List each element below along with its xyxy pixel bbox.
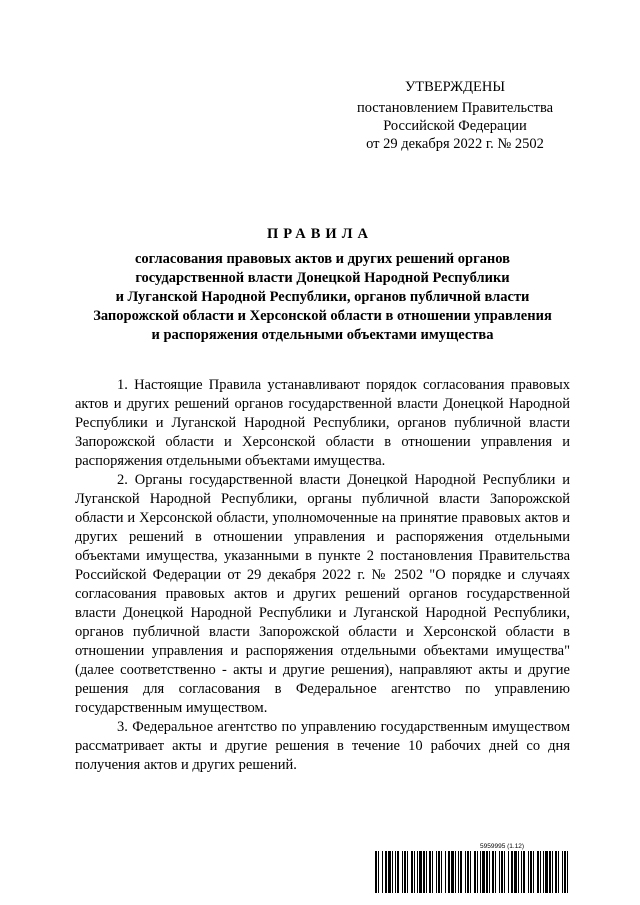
subtitle-line: согласования правовых актов и других решений органов [134,251,511,267]
approval-heading: УТВЕРЖДЕНЫ [404,79,506,95]
document-body [75,376,570,775]
paragraph-1: 1. Настоящие Правила устанавливают порядок согласования правовых актов и других решений органов государственной власти Донецкой Народной Республики и Луганской Народной Республики, органов публичной власти Запорожской области и Херсонской области в отношении управления и распоряжения отдельными объектами имущества. [75,377,570,469]
document-subtitle [75,250,570,345]
subtitle-line: и распоряжения отдельными объектами имущества [151,327,494,343]
paragraph-3: 3. Федеральное агентство по управлению государственным имуществом рассматривает акты и другие решения в течение 10 рабочих дней со дня получения актов и других решений. [75,719,570,773]
paragraph-2: 2. Органы государственной власти Донецкой Народной Республики и Луганской Народной Республики, органы публичной власти Запорожской области и Херсонской области, уполномоченные на принятие правовых актов и других решений в отношении управления и распоряжения отдельными объектами имущества, указанными в пункте 2 постановления Правительства Российской Федерации от 29 декабря 2022 г. № 2502 "О порядке и случаях согласования правовых актов и других решений органов государственной власти Донецкой Народной Республики и Луганской Народной Республики, органов публичной власти Запорожской области и Херсонской области в отношении управления и распоряжения отдельными объектами имущества" (далее соответственно - акты и другие решения), направляют акты и другие решения для согласования в Федеральное агентство по управлению государственным имуществом. [75,472,570,716]
subtitle-line: государственной власти Донецкой Народной Республики [135,270,510,286]
subtitle-line: и Луганской Народной Республики, органов публичной власти [115,289,530,305]
document-code: 5959995 (1.12) [480,843,525,850]
approval-line: Российской Федерации [383,118,527,134]
approval-line: постановлением Правительства [356,100,554,116]
approval-block [340,78,570,153]
document-title: ПРАВИЛА [267,226,373,242]
barcode-icon [375,851,571,893]
subtitle-line: Запорожской области и Херсонской области в отношении управления [93,308,552,324]
approval-line: от 29 декабря 2022 г. № 2502 [366,136,544,152]
